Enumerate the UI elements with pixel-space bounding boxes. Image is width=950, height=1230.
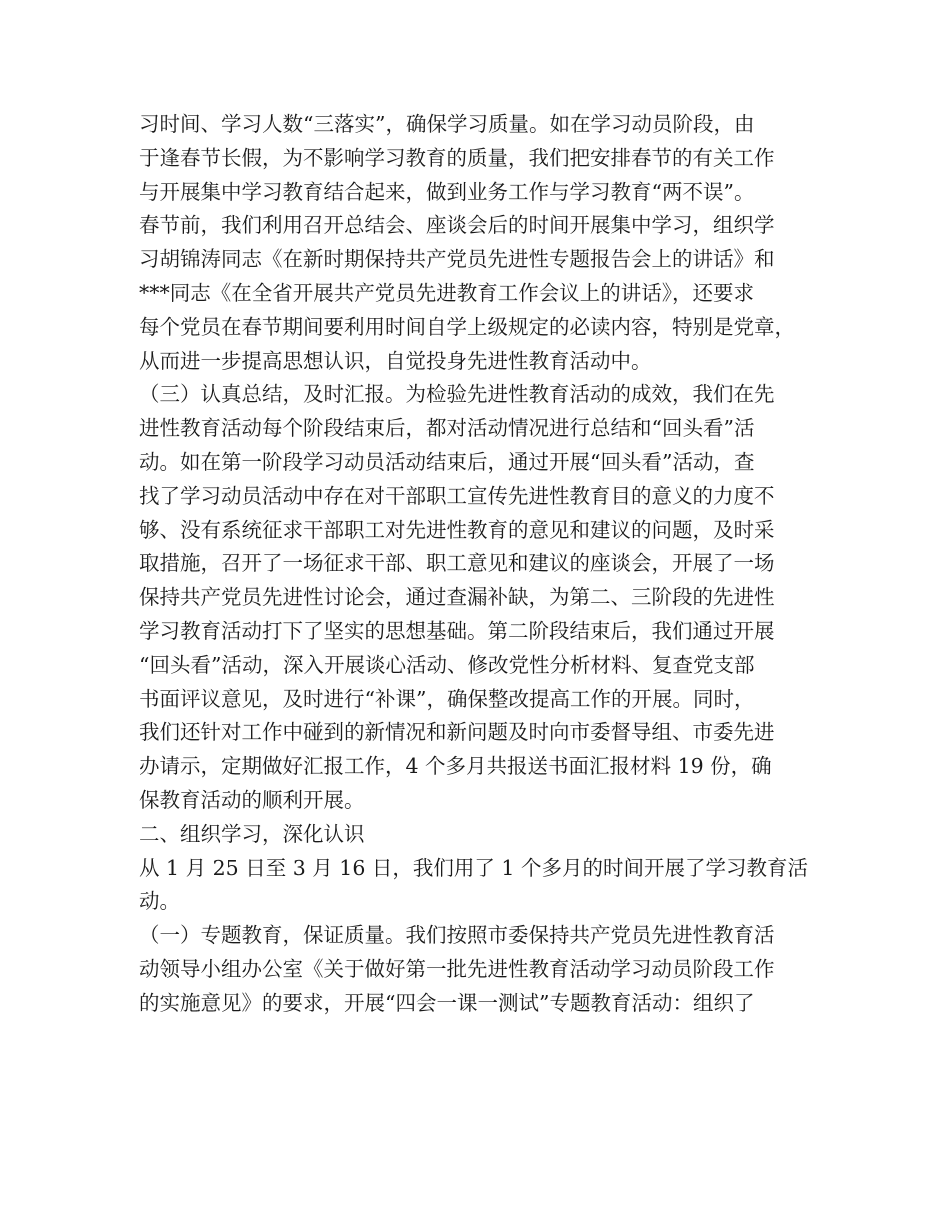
- text-line: 的实施意见》的要求，开展“四会一课一测试”专题教育活动：组织了: [139, 990, 755, 1015]
- text-line: 我们还针对工作中碰到的新情况和新问题及时向市委督导组、市委先进: [139, 720, 775, 745]
- text-line: 习时间、学习人数“三落实”，确保学习质量。如在学习动员阶段，由: [139, 112, 755, 136]
- text-line: 找了学习动员活动中存在对干部职工宣传先进性教育目的意义的力度不: [139, 483, 775, 508]
- text-line: 与开展集中学习教育结合起来，做到业务工作与学习教育“两不误”。: [139, 179, 755, 204]
- text-line: 动。: [139, 889, 180, 914]
- text-line: 动。如在第一阶段学习动员活动结束后，通过开展“回头看”活动，查: [139, 449, 755, 474]
- text-line: 书面评议意见，及时进行“补课”，确保整改提高工作的开展。同时，: [139, 686, 755, 711]
- text-line: 动领导小组办公室《关于做好第一批先进性教育活动学习动员阶段工作: [139, 956, 775, 981]
- text-line: 办请示，定期做好汇报工作，4 个多月共报送书面汇报材料 19 份，确: [139, 754, 772, 779]
- text-line: 保教育活动的顺利开展。: [139, 787, 365, 812]
- text-line: 够、没有系统征求干部职工对先进性教育的意见和建议的问题，及时采: [139, 517, 775, 542]
- text-line: 保持共产党员先进性讨论会，通过查漏补缺，为第二、三阶段的先进性: [139, 585, 775, 610]
- section-heading-3: （三）认真总结，及时汇报。为检验先进性教育活动的成效，我们在先: [139, 382, 775, 407]
- text-line: 学习教育活动打下了坚实的思想基础。第二阶段结束后，我们通过开展: [139, 618, 775, 643]
- text-line: 从 1 月 25 日至 3 月 16 日，我们用了 1 个多月的时间开展了学习教育活: [139, 855, 808, 880]
- section-heading-2: 二、组织学习，深化认识: [139, 821, 365, 846]
- text-line: 从而进一步提高思想认识，自觉投身先进性教育活动中。: [139, 348, 652, 373]
- text-line: ***同志《在全省开展共产党员先进教育工作会议上的讲话》，还要求: [139, 280, 754, 305]
- text-line: 进性教育活动每个阶段结束后，都对活动情况进行总结和“回头看”活: [139, 416, 755, 441]
- text-line: 每个党员在春节期间要利用时间自学上级规定的必读内容，特别是党章，: [139, 314, 795, 339]
- body-text: [139, 108, 839, 1021]
- text-line: 春节前，我们利用召开总结会、座谈会后的时间开展集中学习，组织学: [139, 213, 775, 238]
- text-line: “回头看”活动，深入开展谈心活动、修改党性分析材料、复查党支部: [139, 652, 755, 677]
- text-line: 取措施，召开了一场征求干部、职工意见和建议的座谈会，开展了一场: [139, 551, 775, 576]
- text-line: 习胡锦涛同志《在新时期保持共产党员先进性专题报告会上的讲话》和: [139, 247, 775, 272]
- text-line: 于逢春节长假，为不影响学习教育的质量，我们把安排春节的有关工作: [139, 145, 775, 170]
- section-heading-1: （一）专题教育，保证质量。我们按照市委保持共产党员先进性教育活: [139, 923, 775, 948]
